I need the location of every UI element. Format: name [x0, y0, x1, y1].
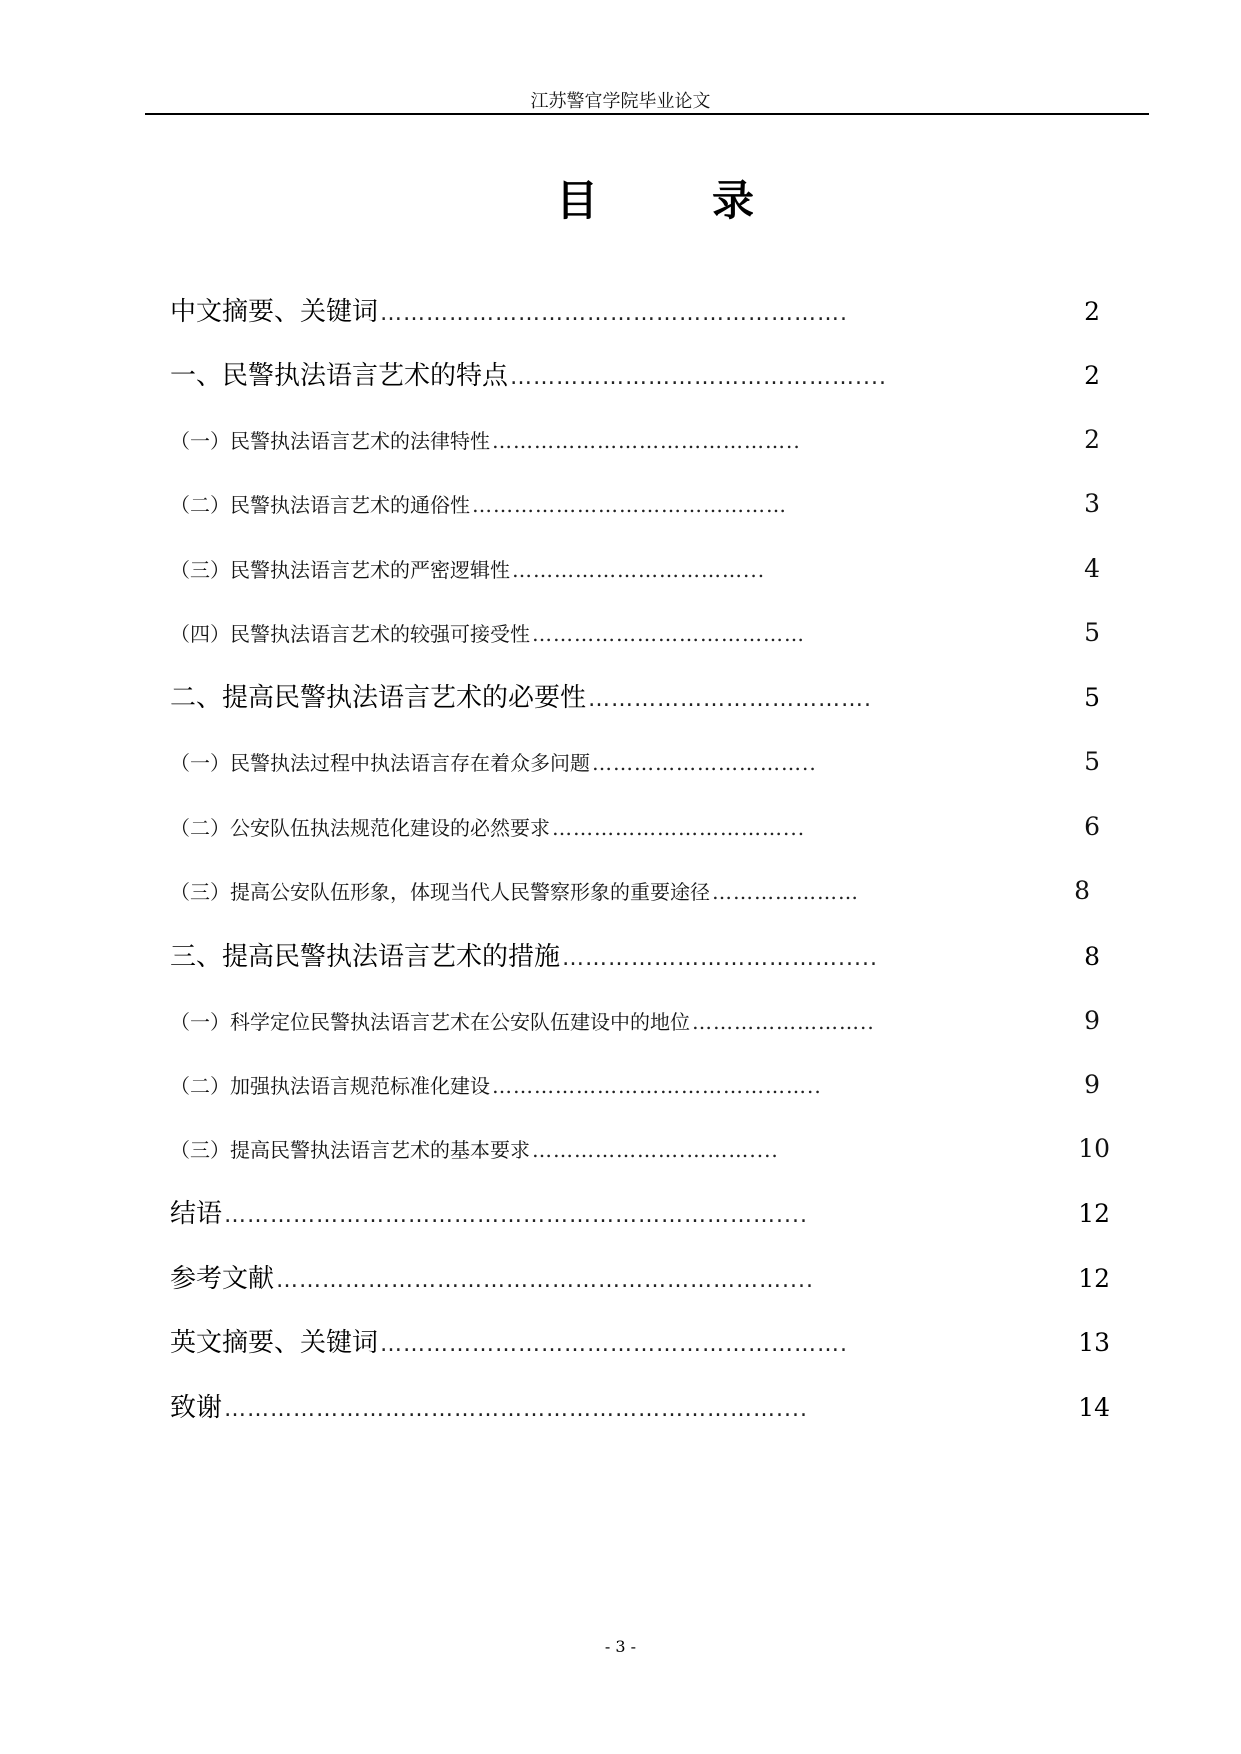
toc-page-number: 12	[1078, 1199, 1110, 1228]
running-header: 江苏警官学院毕业论文	[530, 91, 711, 112]
toc-leader-dots: ……………………………….	[588, 687, 873, 712]
toc-entry[interactable]	[170, 615, 1100, 651]
toc-page-number: 5	[1084, 683, 1100, 712]
toc-leader-dots: …………………………………	[532, 622, 805, 646]
toc-page-number: 12	[1078, 1264, 1110, 1293]
toc-entry-label: （二）民警执法语言艺术的通俗性	[170, 493, 470, 517]
toc-entry-label: （一）民警执法语言艺术的法律特性	[170, 429, 490, 453]
toc-leader-dots: ………………………………………..	[492, 1074, 822, 1098]
toc-entry[interactable]	[170, 422, 1100, 458]
toc-entry-label: （二）加强执法语言规范标准化建设	[170, 1074, 490, 1098]
toc-page-number: 9	[1084, 1006, 1100, 1035]
toc-leader-dots: …………………………………………………….	[380, 301, 849, 326]
toc-entry[interactable]	[170, 937, 1100, 977]
toc-entry[interactable]	[170, 292, 1100, 332]
toc-entry-label: （三）民警执法语言艺术的严密逻辑性	[170, 558, 510, 582]
toc-leader-dots: ………………………………………	[472, 493, 787, 517]
toc-page-number: 2	[1084, 425, 1100, 454]
toc-entry-label: 结语	[170, 1199, 223, 1229]
toc-page-number: 8	[1074, 876, 1090, 905]
toc-entry[interactable]	[170, 809, 1100, 845]
toc-page-number: 2	[1084, 361, 1100, 390]
toc-page-number: 3	[1084, 489, 1100, 518]
toc-page-number: 9	[1084, 1070, 1100, 1099]
toc-entry[interactable]	[170, 1003, 1100, 1039]
toc-entry-label: 致谢	[170, 1393, 223, 1423]
toc-entry[interactable]	[170, 486, 1100, 522]
toc-leader-dots: ……………………………….....	[562, 946, 878, 971]
toc-entry[interactable]	[170, 356, 1100, 396]
toc-entry[interactable]	[170, 1131, 1110, 1167]
toc-entry[interactable]	[170, 1067, 1100, 1103]
toc-page-number: 5	[1084, 618, 1100, 647]
toc-leader-dots: ……………………………...	[552, 816, 806, 840]
toc-leader-dots: ………………………………………………………………....	[224, 1203, 808, 1228]
toc-entry-label: （三）提高公安队伍形象，体现当代人民警察形象的重要途径	[170, 880, 710, 904]
toc-entry-label: 英文摘要、关键词	[170, 1328, 379, 1358]
toc-entry[interactable]	[170, 873, 1090, 909]
toc-leader-dots: ………………………………………....	[510, 365, 887, 390]
toc-title-part1: 目	[556, 176, 599, 225]
toc-entry-label: 二、提高民警执法语言艺术的必要性	[170, 683, 587, 713]
toc-page-number: 14	[1078, 1393, 1110, 1422]
toc-leader-dots: ……………………………...	[512, 558, 766, 582]
toc-leader-dots: …………………………………………………….	[380, 1332, 849, 1357]
toc-entry[interactable]	[170, 678, 1100, 718]
toc-entry[interactable]	[170, 551, 1100, 587]
header-divider	[145, 113, 1149, 115]
toc-entry-label: （一）民警执法过程中执法语言存在着众多问题	[170, 751, 590, 775]
toc-entry-label: （二）公安队伍执法规范化建设的必然要求	[170, 816, 550, 840]
toc-entry-label: 参考文献	[170, 1264, 275, 1294]
toc-leader-dots: ………………….………....	[532, 1138, 779, 1162]
toc-page-number: 5	[1084, 747, 1100, 776]
toc-entry[interactable]	[170, 744, 1100, 780]
toc-page-number: 13	[1078, 1328, 1110, 1357]
toc-leader-dots: ……………………………………..	[492, 429, 801, 453]
toc-entry-label: 三、提高民警执法语言艺术的措施	[170, 942, 561, 972]
toc-page-number: 8	[1084, 942, 1100, 971]
toc-leader-dots: ……………………..	[692, 1010, 875, 1034]
toc-entry-label: （三）提高民警执法语言艺术的基本要求	[170, 1138, 530, 1162]
toc-entry[interactable]	[170, 1259, 1110, 1299]
toc-entry-label: 中文摘要、关键词	[170, 297, 379, 327]
toc-page-number: 4	[1084, 554, 1100, 583]
toc-entry-label: （一）科学定位民警执法语言艺术在公安队伍建设中的地位	[170, 1010, 690, 1034]
toc-leader-dots: …………………………………………………………....	[276, 1268, 814, 1293]
toc-entry[interactable]	[170, 1194, 1110, 1234]
toc-page-number: 2	[1084, 297, 1100, 326]
toc-leader-dots: …………………………..	[592, 751, 817, 775]
toc-entry-label: （四）民警执法语言艺术的较强可接受性	[170, 622, 530, 646]
toc-leader-dots: …………………	[712, 880, 859, 904]
toc-entry[interactable]	[170, 1323, 1110, 1363]
page-footer-number: - 3 -	[604, 1637, 637, 1656]
toc-page-number: 6	[1084, 812, 1100, 841]
toc-entry[interactable]	[170, 1388, 1110, 1428]
toc-leader-dots: ………………………………………………………………....	[224, 1397, 808, 1422]
toc-entry-label: 一、民警执法语言艺术的特点	[170, 361, 509, 391]
toc-page-number: 10	[1078, 1134, 1110, 1163]
toc-title-part2: 录	[712, 176, 755, 225]
